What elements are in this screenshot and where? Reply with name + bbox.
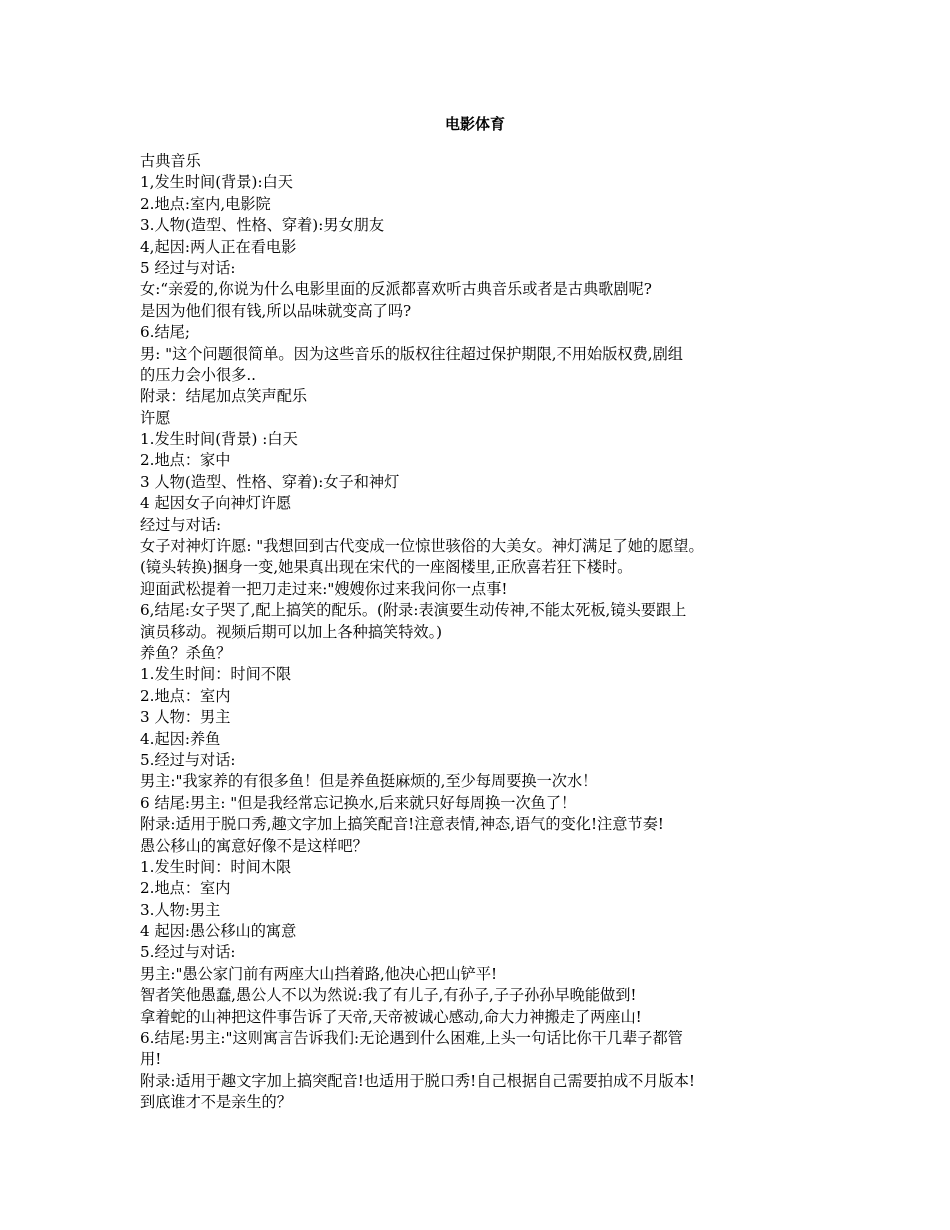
text-line: 到底谁才不是亲生的？ [140,1093,292,1112]
document-title: 电影体育 [444,115,505,133]
text-line: 5 经过与对话: [140,258,236,277]
text-line: 4 起因:愚公移山的寓意 [140,922,297,941]
text-line: 3.人物(造型、性格、穿着):男女朋友 [140,216,385,235]
text-line: 附录：结尾加点笑声配乐 [140,387,308,406]
text-line: 的压力会小很多.. [140,365,256,384]
text-line: 1.发生时间：时间不限 [140,665,292,684]
text-line: 6.结尾; [140,323,190,342]
text-line: 5.经过与对话: [140,750,236,769]
text-line: 附录:适用于脱口秀,趣文字加上搞笑配音!注意表情,神态,语气的变化!注意节奏! [140,815,664,834]
text-line: 演员移动。视频后期可以加上各种搞笑特效。) [140,622,443,641]
text-line: 6 结尾:男主: "但是我经常忘记换水,后来就只好每周换一次鱼了！ [140,793,577,812]
text-line: 是因为他们很有钱,所以品味就变高了吗? [140,301,412,320]
text-line: 1.发生时间(背景) :白天 [140,430,298,449]
text-line: 经过与对话: [140,515,222,534]
text-line: 女子对神灯许愿: "我想回到古代变成一位惊世骇俗的大美女。神灯满足了她的愿望。 [140,537,704,556]
text-line: 4 起因女子向神灯许愿 [140,494,292,513]
text-line: 拿着蛇的山神把这件事告诉了天帝,天帝被诚心感动,命大力神搬走了两座山! [140,1007,642,1026]
text-line: 愚公移山的寓意好像不是这样吧？ [140,836,368,855]
text-line: 迎面武松提着一把刀走过来:"嫂嫂你过来我问你一点事! [140,579,508,598]
text-line: 3 人物：男主 [140,708,231,727]
text-line: 用! [140,1050,162,1069]
text-line: 1.发生时间：时间木限 [140,857,292,876]
text-line: (镜头转换)捆身一变,她果真出现在宋代的一座阁楼里,正欣喜若狂下楼时。 [140,558,633,577]
text-line: 2.地点:室内,电影院 [140,194,271,213]
text-line: 男: "这个问题很简单。因为这些音乐的版权往往超过保护期限,不用始版权费,剧组 [140,344,683,363]
text-line: 2.地点：室内 [140,686,231,705]
text-line: 4,起因:两人正在看电影 [140,237,297,256]
text-line: 5.经过与对话: [140,943,236,962]
text-line: 6.结尾:男主:"这则寓言告诉我们:无论遇到什么困难,上头一句话比你干几辈子都管 [140,1029,683,1048]
text-line: 女:“亲爱的,你说为什么电影里面的反派都喜欢听古典音乐或者是古典歌剧呢? [140,280,652,299]
text-line: 智者笑他愚蠢,愚公人不以为然说:我了有儿子,有孙子,子子孙孙早晚能做到! [140,986,637,1005]
text-line: 1,发生时间(背景):白天 [140,173,293,192]
text-line: 男主:"我家养的有很多鱼！但是养鱼挺麻烦的,至少每周要换一次水！ [140,772,598,791]
text-line: 2.地点：家中 [140,451,231,470]
text-line: 6,结尾:女子哭了,配上搞笑的配乐。(附录:表演要生动传神,不能太死板,镜头要跟上 [140,601,687,620]
text-line: 附录:适用于趣文字加上搞突配音!也适用于脱口秀!自己根据自己需要拍成不月版本! [140,1071,695,1090]
text-line: 3 人物(造型、性格、穿着):女子和神灯 [140,472,400,491]
text-line: 2.地点：室内 [140,879,231,898]
text-line: 4.起因:养鱼 [140,729,221,748]
text-line: 3.人物:男主 [140,900,221,919]
text-line: 古典音乐 [140,152,201,170]
text-line: 男主:"愚公家门前有两座大山挡着路,他决心把山铲平! [140,964,498,983]
text-line: 养鱼？杀鱼？ [140,643,232,662]
text-line: 许愿 [140,408,171,427]
document-body [140,151,930,1114]
